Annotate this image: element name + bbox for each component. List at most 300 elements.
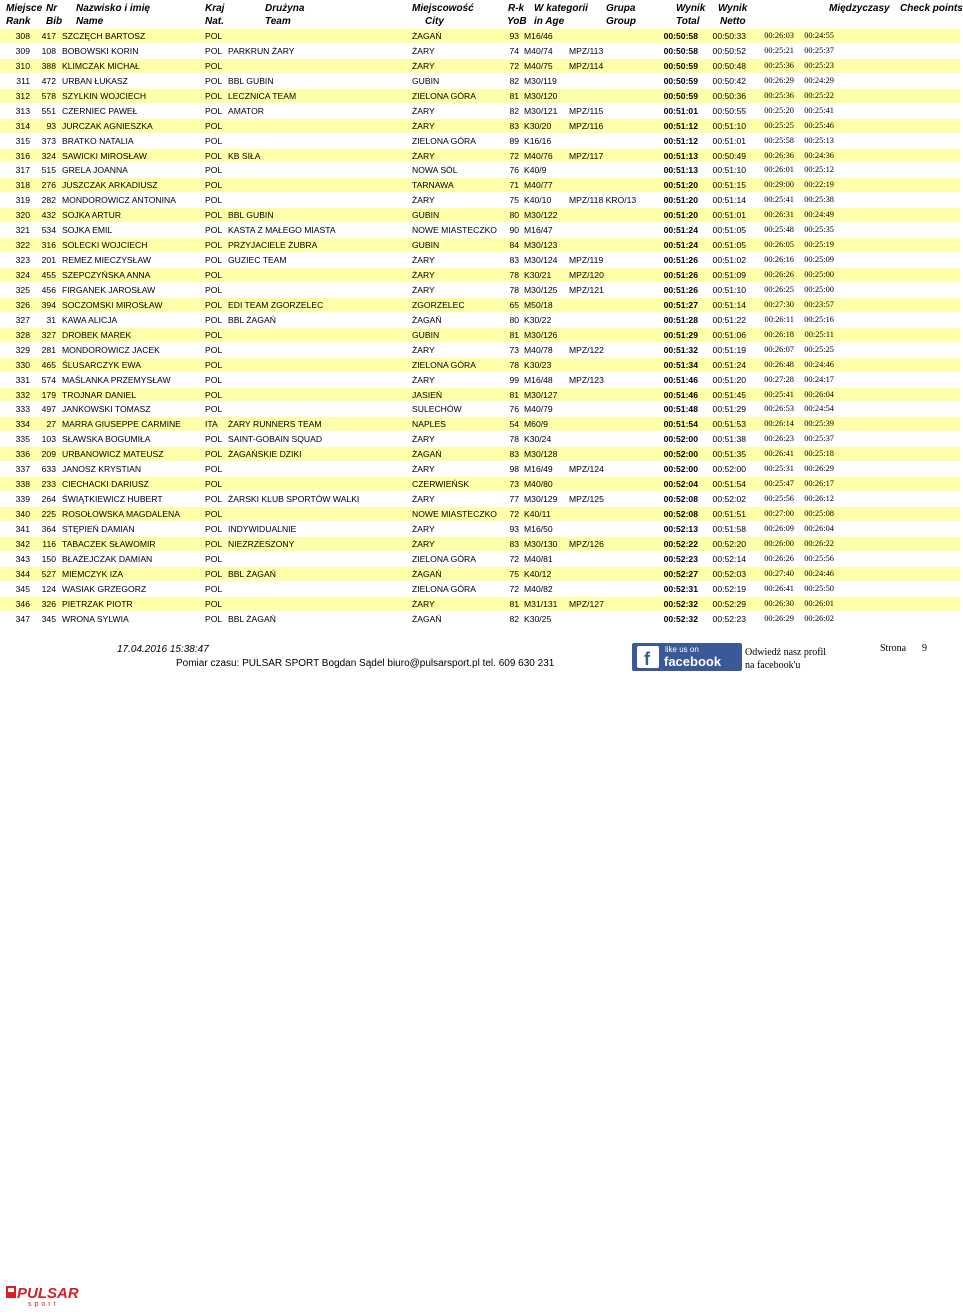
cell-yob: 81	[509, 90, 519, 101]
table-row	[0, 612, 960, 627]
table-row	[0, 178, 960, 193]
cell-city: ŻARY	[412, 60, 435, 71]
table-row	[0, 432, 960, 447]
cell-split-2: 00:25:39	[804, 419, 834, 429]
cell-age-cat: M30/120	[524, 90, 558, 101]
cell-total: 00:52:00	[663, 464, 698, 475]
cell-nat: POL	[205, 75, 223, 86]
cell-yob: 78	[509, 284, 519, 295]
cell-age-cat: M16/46	[524, 31, 553, 41]
cell-team: GUZIEC TEAM	[228, 255, 287, 266]
cell-name: ŚLUSARCZYK EWA	[62, 359, 141, 370]
cell-netto: 00:51:51	[712, 509, 746, 519]
cell-name: JUSZCZAK ARKADIUSZ	[62, 180, 158, 191]
cell-age-cat: M50/18	[524, 299, 553, 310]
cell-group: MPZ/119	[569, 255, 604, 266]
cell-netto: 00:51:06	[712, 329, 746, 340]
cell-team: INDYWIDUALNIE	[228, 523, 297, 534]
cell-nat: POL	[205, 509, 223, 519]
cell-city: CZERWIEŃSK	[412, 479, 470, 490]
cell-bib: 455	[41, 270, 56, 280]
cell-total: 00:51:13	[663, 150, 698, 161]
cell-split-2: 00:26:12	[804, 494, 834, 504]
cell-team: BBL ŻAGAŃ	[228, 314, 276, 325]
cell-total: 00:51:32	[663, 344, 698, 355]
page-label: Strona	[880, 643, 907, 654]
cell-bib: 179	[41, 389, 56, 400]
cell-name: SŁAWSKA BOGUMIŁA	[62, 434, 151, 445]
cell-rank: 332	[15, 389, 30, 400]
cell-total: 00:52:32	[663, 598, 698, 609]
cell-nat: POL	[205, 299, 223, 310]
cell-split-1: 00:26:29	[764, 613, 794, 623]
cell-rank: 321	[15, 225, 30, 236]
cell-nat: POL	[205, 568, 223, 579]
cell-group: MPZ/118 KRO/13	[569, 195, 637, 206]
cell-name: CZERNIEC PAWEŁ	[62, 105, 138, 116]
cell-rank: 315	[15, 135, 30, 146]
cell-split-2: 00:26:04	[804, 523, 834, 533]
cell-split-2: 00:25:38	[804, 195, 834, 205]
cell-total: 00:50:58	[663, 45, 698, 56]
table-row	[0, 522, 960, 537]
cell-name: FIRGANEK JAROSŁAW	[62, 284, 156, 295]
cell-nat: POL	[205, 359, 223, 370]
cell-rank: 331	[15, 374, 30, 385]
col-name: Name	[76, 16, 104, 27]
cell-name: REMEZ MIECZYSŁAW	[62, 255, 151, 266]
cell-yob: 93	[509, 31, 519, 41]
col-netto-pl: Wynik	[718, 3, 748, 14]
col-age: in Age	[534, 16, 565, 27]
cell-split-2: 00:25:11	[804, 329, 834, 339]
cell-city: ŻARY	[412, 464, 435, 475]
cell-rank: 316	[15, 150, 30, 161]
cell-team: ŻARY RUNNERS TEAM	[228, 419, 322, 430]
cell-city: GUBIN	[412, 210, 440, 221]
cell-city: ŻARY	[412, 195, 435, 206]
cell-split-1: 00:26:41	[764, 449, 794, 459]
cell-total: 00:52:27	[663, 568, 698, 579]
cell-split-2: 00:24:46	[804, 359, 834, 369]
cell-city: ŻARY	[412, 255, 435, 266]
cell-nat: POL	[205, 135, 223, 146]
cell-split-1: 00:25:21	[764, 45, 794, 55]
cell-name: MARRA GIUSEPPE CARMINE	[62, 419, 181, 430]
cell-bib: 497	[41, 404, 56, 415]
cell-netto: 00:51:22	[712, 314, 746, 325]
cell-split-2: 00:25:18	[804, 449, 834, 459]
cell-netto: 00:52:29	[712, 598, 746, 609]
table-row	[0, 537, 960, 552]
table-row	[0, 328, 960, 343]
cell-netto: 00:51:02	[712, 255, 746, 266]
table-row	[0, 283, 960, 298]
cell-split-1: 00:25:41	[764, 195, 794, 205]
cell-split-2: 00:25:50	[804, 583, 834, 593]
cell-nat: POL	[205, 613, 223, 624]
cell-age-cat: M30/125	[524, 284, 558, 295]
cell-city: ŻAGAŃ	[412, 613, 442, 624]
cell-netto: 00:51:24	[712, 359, 746, 370]
cell-yob: 82	[509, 105, 519, 116]
cell-total: 00:51:46	[663, 374, 698, 385]
cell-bib: 527	[41, 568, 56, 579]
cell-bib: 281	[41, 344, 56, 355]
table-row	[0, 119, 960, 134]
cell-bib: 456	[41, 284, 56, 295]
cell-city: NOWE MIASTECZKO	[412, 225, 497, 236]
cell-total: 00:52:08	[663, 509, 698, 519]
facebook-like-text: like us on	[665, 645, 699, 654]
cell-total: 00:51:29	[663, 329, 698, 340]
cell-split-1: 00:26:05	[764, 240, 794, 250]
table-row	[0, 597, 960, 612]
col-country: Kraj	[205, 3, 225, 14]
cell-split-1: 00:26:31	[764, 210, 794, 220]
cell-split-1: 00:26:07	[764, 344, 794, 354]
cell-city: NOWA SÓL	[412, 165, 458, 176]
cell-nat: ITA	[205, 419, 218, 430]
cell-group: MPZ/120	[569, 270, 604, 280]
col-rank: Rank	[6, 16, 31, 27]
table-row	[0, 567, 960, 582]
cell-split-1: 00:26:26	[764, 553, 794, 563]
cell-name: BOBOWSKI KORIN	[62, 45, 139, 56]
cell-nat: POL	[205, 165, 223, 176]
cell-split-2: 00:26:29	[804, 464, 834, 474]
cell-nat: POL	[205, 329, 223, 340]
cell-rank: 338	[15, 479, 30, 490]
cell-yob: 84	[509, 240, 519, 251]
cell-name: BRATKO NATALIA	[62, 135, 134, 146]
table-row	[0, 44, 960, 59]
cell-nat: POL	[205, 553, 223, 564]
cell-team: BBL GUBIN	[228, 75, 274, 86]
cell-bib: 264	[41, 494, 56, 505]
cell-age-cat: M40/82	[524, 583, 553, 594]
cell-rank: 324	[15, 270, 30, 280]
cell-split-2: 00:25:25	[804, 344, 834, 354]
cell-age-cat: M30/121	[524, 105, 558, 116]
cell-nat: POL	[205, 270, 223, 280]
cell-netto: 00:51:10	[712, 165, 746, 176]
cell-team: NIEZRZESZONY	[228, 538, 295, 549]
cell-nat: POL	[205, 284, 223, 295]
table-row	[0, 223, 960, 238]
cell-age-cat: M40/75	[524, 60, 553, 71]
cell-netto: 00:51:01	[712, 210, 746, 221]
cell-rank: 313	[15, 105, 30, 116]
cell-city: SULECHÓW	[412, 404, 462, 415]
cell-team: EDI TEAM ZGORZELEC	[228, 299, 324, 310]
cell-team: LECZNICA TEAM	[228, 90, 297, 101]
cell-total: 00:52:32	[663, 613, 698, 624]
cell-netto: 00:51:45	[712, 389, 746, 400]
cell-yob: 81	[509, 389, 519, 400]
cell-city: NAPLES	[412, 419, 446, 430]
table-row	[0, 104, 960, 119]
cell-rank: 322	[15, 240, 30, 251]
cell-group: MPZ/125	[569, 494, 604, 505]
cell-total: 00:52:00	[663, 449, 698, 460]
cell-age-cat: K30/23	[524, 359, 552, 370]
cell-yob: 99	[509, 374, 519, 385]
cell-team: BBL ŻAGAŃ	[228, 613, 276, 624]
cell-split-2: 00:26:22	[804, 538, 834, 548]
cell-city: ŻARY	[412, 494, 435, 505]
cell-split-1: 00:26:18	[764, 329, 794, 339]
cell-total: 00:51:12	[663, 135, 698, 146]
table-row	[0, 477, 960, 492]
cell-rank: 328	[15, 329, 30, 340]
cell-age-cat: K30/25	[524, 613, 552, 624]
table-row	[0, 74, 960, 89]
cell-netto: 00:50:48	[712, 60, 746, 71]
cell-bib: 326	[41, 598, 56, 609]
cell-yob: 73	[509, 344, 519, 355]
cell-split-1: 00:25:41	[764, 389, 794, 399]
cell-nat: POL	[205, 389, 223, 400]
cell-netto: 00:51:53	[712, 419, 746, 430]
cell-split-1: 00:26:48	[764, 359, 794, 369]
cell-rank: 334	[15, 419, 30, 430]
cell-yob: 65	[509, 299, 519, 310]
cell-netto: 00:51:35	[712, 449, 746, 460]
cell-rank: 341	[15, 523, 30, 534]
cell-rank: 335	[15, 434, 30, 445]
cell-city: JASIEŃ	[412, 389, 443, 400]
col-total: Total	[676, 16, 700, 27]
col-nr: Nr	[46, 3, 58, 14]
cell-bib: 388	[41, 60, 56, 71]
cell-nat: POL	[205, 464, 223, 475]
logo-subtext: sport	[28, 1301, 59, 1308]
cell-city: ŻARY	[412, 344, 435, 355]
cell-name: KAWA ALICJA	[62, 314, 118, 325]
cell-team: KB SIŁA	[228, 150, 261, 161]
cell-netto: 00:51:05	[712, 240, 746, 251]
table-row	[0, 313, 960, 328]
cell-total: 00:50:59	[663, 60, 698, 71]
cell-rank: 336	[15, 449, 30, 460]
cell-split-1: 00:27:00	[764, 509, 794, 518]
cell-age-cat: K40/9	[524, 165, 547, 176]
cell-rank: 337	[15, 464, 30, 475]
cell-yob: 83	[509, 255, 519, 266]
cell-city: ZGORZELEC	[412, 299, 465, 310]
cell-split-1: 00:26:30	[764, 598, 794, 608]
cell-team: BBL ŻAGAŃ	[228, 568, 276, 579]
cell-bib: 233	[41, 479, 56, 490]
cell-split-1: 00:27:40	[764, 568, 794, 578]
cell-city: ŻARY	[412, 120, 435, 131]
cell-total: 00:51:26	[663, 255, 698, 266]
cell-team: KASTA Z MAŁEGO MIASTA	[228, 225, 336, 236]
cell-rank: 327	[15, 314, 30, 325]
print-datetime: 17.04.2016 15:38:47	[117, 644, 209, 655]
cell-age-cat: M16/48	[524, 374, 553, 385]
cell-yob: 75	[509, 568, 519, 579]
cell-yob: 80	[509, 210, 519, 221]
cell-rank: 317	[15, 165, 30, 176]
cell-age-cat: K40/11	[524, 509, 551, 519]
cell-rank: 325	[15, 284, 30, 295]
cell-split-2: 00:25:46	[804, 120, 834, 130]
cell-total: 00:50:58	[663, 31, 698, 41]
col-splits: Międzyczasy	[829, 3, 890, 14]
cell-group: MPZ/126	[569, 538, 604, 549]
cell-city: ŻAGAŃ	[412, 568, 442, 579]
cell-split-1: 00:26:36	[764, 150, 794, 160]
col-total-pl: Wynik	[676, 3, 706, 14]
cell-split-2: 00:24:54	[804, 404, 834, 414]
cell-split-1: 00:25:47	[764, 479, 794, 489]
cell-nat: POL	[205, 344, 223, 355]
cell-total: 00:51:46	[663, 389, 698, 400]
results-table	[0, 29, 960, 627]
cell-age-cat: M40/78	[524, 344, 553, 355]
cell-age-cat: M16/49	[524, 464, 553, 475]
cell-name: ŚWIĄTKIEWICZ HUBERT	[62, 494, 163, 505]
cell-split-2: 00:24:36	[804, 150, 834, 160]
cell-city: ŻARY	[412, 150, 435, 161]
cell-netto: 00:51:14	[712, 195, 746, 206]
table-row	[0, 388, 960, 403]
cell-city: ŻARY	[412, 598, 435, 609]
table-row	[0, 268, 960, 283]
cell-bib: 201	[41, 255, 56, 266]
cell-split-2: 00:26:17	[804, 479, 834, 489]
cell-yob: 81	[509, 329, 519, 340]
cell-city: ZIELONA GÓRA	[412, 90, 476, 101]
cell-nat: POL	[205, 404, 223, 415]
cell-split-2: 00:24:29	[804, 75, 834, 85]
cell-total: 00:51:20	[663, 210, 698, 221]
cell-netto: 00:50:55	[712, 105, 746, 116]
cell-rank: 308	[15, 31, 30, 41]
cell-name: JANKOWSKI TOMASZ	[62, 404, 151, 415]
logo-text: PULSAR	[17, 1285, 79, 1302]
cell-age-cat: M30/130	[524, 538, 558, 549]
cell-city: ZIELONA GÓRA	[412, 359, 476, 370]
cell-group: MPZ/123	[569, 374, 604, 385]
table-row	[0, 462, 960, 477]
cell-total: 00:51:27	[663, 299, 698, 310]
cell-name: GRELA JOANNA	[62, 165, 128, 176]
table-row	[0, 163, 960, 178]
cell-city: ŻAGAŃ	[412, 449, 442, 460]
cell-group: MPZ/116	[569, 120, 604, 131]
cell-name: CIECHACKI DARIUSZ	[62, 479, 149, 490]
col-surname: Nazwisko i imię	[76, 3, 150, 14]
cell-age-cat: M60/9	[524, 419, 548, 430]
cell-bib: 209	[41, 449, 56, 460]
cell-netto: 00:51:19	[712, 344, 746, 355]
cell-total: 00:51:24	[663, 225, 698, 236]
table-row	[0, 417, 960, 432]
cell-total: 00:51:01	[663, 105, 698, 116]
cell-team: BBL GUBIN	[228, 210, 274, 221]
cell-rank: 339	[15, 494, 30, 505]
cell-age-cat: M40/74	[524, 45, 553, 56]
cell-netto: 00:50:42	[712, 75, 746, 86]
table-row	[0, 298, 960, 313]
cell-bib: 108	[41, 45, 56, 56]
cell-bib: 472	[41, 75, 56, 86]
cell-team: PARKRUN ŻARY	[228, 45, 295, 56]
cell-split-2: 00:23:57	[804, 299, 834, 309]
cell-netto: 00:51:38	[712, 434, 746, 445]
table-header	[0, 0, 963, 30]
cell-split-2: 00:22:19	[804, 180, 834, 190]
cell-group: MPZ/114	[569, 60, 604, 71]
cell-rank: 318	[15, 180, 30, 191]
page-number: 9	[922, 643, 927, 654]
cell-nat: POL	[205, 538, 223, 549]
cell-nat: POL	[205, 479, 223, 490]
cell-bib: 534	[41, 225, 56, 236]
cell-bib: 465	[41, 359, 56, 370]
col-team: Team	[265, 16, 291, 27]
cell-split-1: 00:26:09	[764, 523, 794, 533]
cell-age-cat: K30/22	[524, 314, 552, 325]
col-nat: Nat.	[205, 16, 224, 27]
cell-rank: 319	[15, 195, 30, 206]
cell-city: ŻARY	[412, 105, 435, 116]
cell-nat: POL	[205, 90, 223, 101]
cell-rank: 345	[15, 583, 30, 594]
cell-team: ŻARSKI KLUB SPORTÓW WALKI	[228, 494, 360, 505]
col-city-pl: Miejscowość	[412, 3, 474, 14]
cell-split-1: 00:25:25	[764, 120, 794, 130]
cell-total: 00:52:04	[663, 479, 698, 490]
cell-split-1: 00:26:03	[764, 31, 794, 40]
cell-bib: 551	[41, 105, 56, 116]
cell-split-1: 00:25:58	[764, 135, 794, 145]
table-row	[0, 149, 960, 164]
cell-age-cat: M30/129	[524, 494, 558, 505]
cell-name: SOJKA EMIL	[62, 225, 113, 236]
cell-total: 00:50:59	[663, 75, 698, 86]
cell-age-cat: M30/123	[524, 240, 558, 251]
cell-split-2: 00:24:46	[804, 568, 834, 578]
cell-split-2: 00:25:13	[804, 135, 834, 145]
col-place: Miejsce	[6, 3, 43, 14]
col-checkpoints: Check points	[900, 3, 963, 14]
cell-yob: 82	[509, 75, 519, 86]
facebook-badge[interactable]	[632, 643, 742, 671]
cell-group: MPZ/121	[569, 284, 604, 295]
cell-yob: 77	[509, 494, 519, 505]
cell-name: JURCZAK AGNIESZKA	[62, 120, 153, 131]
cell-split-2: 00:25:00	[804, 270, 834, 279]
cell-split-1: 00:26:53	[764, 404, 794, 414]
cell-age-cat: K30/24	[524, 434, 552, 445]
cell-split-2: 00:26:04	[804, 389, 834, 399]
cell-netto: 00:51:29	[712, 404, 746, 415]
table-row	[0, 582, 960, 597]
table-row	[0, 208, 960, 223]
cell-rank: 346	[15, 598, 30, 609]
cell-city: ŻARY	[412, 45, 435, 56]
cell-age-cat: M30/128	[524, 449, 558, 460]
cell-age-cat: M30/127	[524, 389, 558, 400]
cell-bib: 225	[41, 509, 56, 519]
cell-split-1: 00:25:36	[764, 90, 794, 100]
cell-netto: 00:50:52	[712, 45, 746, 56]
cell-name: STĘPIEŃ DAMIAN	[62, 523, 135, 534]
